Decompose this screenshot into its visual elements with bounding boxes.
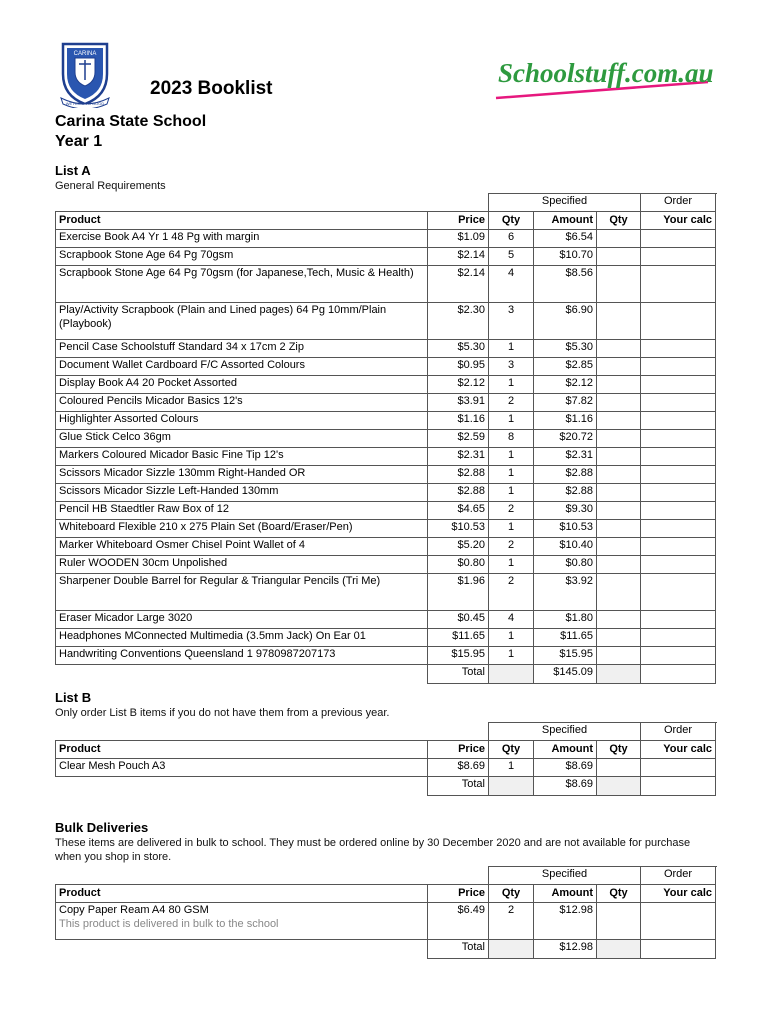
total-row xyxy=(56,777,716,796)
school-year: Year 1 xyxy=(55,133,103,150)
price-cell: $2.30 xyxy=(428,303,489,340)
table-row xyxy=(56,903,716,940)
total-row xyxy=(56,940,716,959)
school-heading xyxy=(55,112,206,152)
table-row xyxy=(56,340,716,358)
your-calc-input[interactable] xyxy=(641,759,716,777)
order-qty-input[interactable] xyxy=(597,484,641,502)
product-name: Sharpener Double Barrel for Regular & Triangular Pencils (Tri Me) xyxy=(59,575,381,587)
price-col-header: Price xyxy=(428,885,489,903)
product-name: Markers Coloured Micador Basic Fine Tip 12's xyxy=(59,449,284,461)
order-qty-input[interactable] xyxy=(597,556,641,574)
product-cell xyxy=(56,502,428,520)
amount-cell: $9.30 xyxy=(534,502,597,520)
your-calc-input[interactable] xyxy=(641,266,716,303)
order-qty-input[interactable] xyxy=(597,629,641,647)
order-qty-input[interactable] xyxy=(597,358,641,376)
price-cell: $4.65 xyxy=(428,502,489,520)
price-cell: $15.95 xyxy=(428,647,489,665)
table-row xyxy=(56,556,716,574)
qty-col-header: Qty xyxy=(489,212,534,230)
product-cell xyxy=(56,430,428,448)
product-name: Whiteboard Flexible 210 x 275 Plain Set (Board/Eraser/Pen) xyxy=(59,521,353,533)
total-amount: $12.98 xyxy=(534,940,597,959)
qty-col-header: Qty xyxy=(489,741,534,759)
total-qty-blank xyxy=(489,665,534,684)
list-a-title: List A xyxy=(55,163,91,178)
total-amount: $145.09 xyxy=(534,665,597,684)
your-calc-input[interactable] xyxy=(641,358,716,376)
your-calc-col-header: Your calc xyxy=(641,212,716,230)
product-cell xyxy=(56,448,428,466)
table-row xyxy=(56,502,716,520)
order-qty-input[interactable] xyxy=(597,466,641,484)
product-name: Exercise Book A4 Yr 1 48 Pg with margin xyxy=(59,231,260,243)
your-calc-input[interactable] xyxy=(641,502,716,520)
order-qty-input[interactable] xyxy=(597,412,641,430)
total-spacer xyxy=(56,777,428,796)
qty-col-header: Qty xyxy=(489,885,534,903)
price-cell: $1.16 xyxy=(428,412,489,430)
your-calc-input[interactable] xyxy=(641,647,716,665)
product-name: Headphones MConnected Multimedia (3.5mm Jack) On Ear 01 xyxy=(59,630,366,642)
your-calc-col-header: Your calc xyxy=(641,885,716,903)
order-qty-input[interactable] xyxy=(597,340,641,358)
group-spacer xyxy=(56,723,489,741)
total-order-qty-blank xyxy=(597,777,641,796)
qty-cell: 4 xyxy=(489,611,534,629)
your-calc-input[interactable] xyxy=(641,303,716,340)
qty-cell: 1 xyxy=(489,629,534,647)
product-cell xyxy=(56,520,428,538)
product-name: Eraser Micador Large 3020 xyxy=(59,612,193,624)
order-header: Order xyxy=(641,867,716,885)
order-qty-input[interactable] xyxy=(597,448,641,466)
price-cell: $2.59 xyxy=(428,430,489,448)
order-qty-input[interactable] xyxy=(597,538,641,556)
your-calc-input[interactable] xyxy=(641,376,716,394)
list-a-section xyxy=(55,163,715,684)
qty-cell: 2 xyxy=(489,574,534,611)
table-row xyxy=(56,759,716,777)
product-cell xyxy=(56,574,428,611)
your-calc-input[interactable] xyxy=(641,230,716,248)
list-a-table xyxy=(55,193,716,684)
product-name: Document Wallet Cardboard F/C Assorted Colours xyxy=(59,359,305,371)
price-cell: $2.14 xyxy=(428,266,489,303)
total-your-calc xyxy=(641,940,716,959)
your-calc-input[interactable] xyxy=(641,538,716,556)
your-calc-input[interactable] xyxy=(641,574,716,611)
qty-cell: 1 xyxy=(489,340,534,358)
order-qty-col-header: Qty xyxy=(597,212,641,230)
group-spacer xyxy=(56,867,489,885)
qty-cell: 1 xyxy=(489,466,534,484)
price-col-header: Price xyxy=(428,741,489,759)
amount-cell: $10.40 xyxy=(534,538,597,556)
amount-cell: $6.54 xyxy=(534,230,597,248)
your-calc-input[interactable] xyxy=(641,484,716,502)
product-cell xyxy=(56,611,428,629)
product-name: Ruler WOODEN 30cm Unpolished xyxy=(59,557,228,569)
order-qty-input[interactable] xyxy=(597,376,641,394)
order-header: Order xyxy=(641,194,716,212)
qty-cell: 1 xyxy=(489,484,534,502)
table-row xyxy=(56,376,716,394)
amount-cell: $0.80 xyxy=(534,556,597,574)
total-qty-blank xyxy=(489,940,534,959)
price-cell: $2.12 xyxy=(428,376,489,394)
qty-cell: 1 xyxy=(489,556,534,574)
table-row xyxy=(56,266,716,303)
bulk-title: Bulk Deliveries xyxy=(55,820,149,835)
product-name: Scissors Micador Sizzle Left-Handed 130mm xyxy=(59,485,279,497)
list-b-table xyxy=(55,722,716,796)
qty-cell: 1 xyxy=(489,520,534,538)
list-b-title: List B xyxy=(55,690,92,705)
product-cell xyxy=(56,230,428,248)
product-name: Scrapbook Stone Age 64 Pg 70gsm (for Japanese,Tech, Music & Health) xyxy=(59,267,414,279)
total-spacer xyxy=(56,665,428,684)
product-cell xyxy=(56,556,428,574)
svg-text:Schoolstuff.com.au: Schoolstuff.com.au xyxy=(498,58,714,88)
your-calc-input[interactable] xyxy=(641,412,716,430)
qty-cell: 3 xyxy=(489,358,534,376)
price-cell: $1.96 xyxy=(428,574,489,611)
qty-cell: 6 xyxy=(489,230,534,248)
amount-col-header: Amount xyxy=(534,741,597,759)
table-row xyxy=(56,358,716,376)
order-qty-input[interactable] xyxy=(597,647,641,665)
price-cell: $1.09 xyxy=(428,230,489,248)
amount-col-header: Amount xyxy=(534,885,597,903)
amount-cell: $12.98 xyxy=(534,903,597,940)
amount-cell: $1.16 xyxy=(534,412,597,430)
table-row xyxy=(56,394,716,412)
total-label: Total xyxy=(428,777,489,796)
total-your-calc xyxy=(641,665,716,684)
product-cell xyxy=(56,466,428,484)
qty-cell: 2 xyxy=(489,394,534,412)
qty-cell: 1 xyxy=(489,647,534,665)
order-qty-input[interactable] xyxy=(597,248,641,266)
table-row xyxy=(56,647,716,665)
list-b-subtitle: Only order List B items if you do not have them from a previous year. xyxy=(55,707,390,719)
amount-cell: $11.65 xyxy=(534,629,597,647)
qty-cell: 3 xyxy=(489,303,534,340)
order-qty-input[interactable] xyxy=(597,266,641,303)
product-cell xyxy=(56,538,428,556)
table-row xyxy=(56,466,716,484)
product-name: Highlighter Assorted Colours xyxy=(59,413,199,425)
table-row xyxy=(56,412,716,430)
qty-cell: 1 xyxy=(489,412,534,430)
school-name: Carina State School xyxy=(55,113,207,130)
product-cell xyxy=(56,340,428,358)
product-name: Marker Whiteboard Osmer Chisel Point Wallet of 4 xyxy=(59,539,305,551)
your-calc-input[interactable] xyxy=(641,520,716,538)
amount-cell: $20.72 xyxy=(534,430,597,448)
amount-cell: $10.53 xyxy=(534,520,597,538)
amount-cell: $2.85 xyxy=(534,358,597,376)
your-calc-input[interactable] xyxy=(641,394,716,412)
specified-header: Specified xyxy=(489,867,641,885)
table-row xyxy=(56,538,716,556)
qty-cell: 1 xyxy=(489,759,534,777)
price-cell: $2.88 xyxy=(428,484,489,502)
table-row xyxy=(56,448,716,466)
product-note: This product is delivered in bulk to the school xyxy=(59,918,279,930)
product-name: Glue Stick Celco 36gm xyxy=(59,431,171,443)
qty-cell: 1 xyxy=(489,376,534,394)
qty-cell: 1 xyxy=(489,448,534,466)
amount-col-header: Amount xyxy=(534,212,597,230)
qty-cell: 4 xyxy=(489,266,534,303)
product-cell xyxy=(56,376,428,394)
amount-cell: $2.31 xyxy=(534,448,597,466)
school-crest-logo xyxy=(57,38,113,108)
price-cell: $8.69 xyxy=(428,759,489,777)
product-name: Clear Mesh Pouch A3 xyxy=(59,760,166,772)
price-col-header: Price xyxy=(428,212,489,230)
group-spacer xyxy=(56,194,489,212)
list-a-subtitle: General Requirements xyxy=(55,180,166,192)
price-cell: $0.95 xyxy=(428,358,489,376)
your-calc-input[interactable] xyxy=(641,430,716,448)
total-label: Total xyxy=(428,665,489,684)
product-name: Scrapbook Stone Age 64 Pg 70gsm xyxy=(59,249,234,261)
qty-cell: 8 xyxy=(489,430,534,448)
total-your-calc xyxy=(641,777,716,796)
order-header: Order xyxy=(641,723,716,741)
your-calc-input[interactable] xyxy=(641,448,716,466)
price-cell: $6.49 xyxy=(428,903,489,940)
price-cell: $3.91 xyxy=(428,394,489,412)
product-name: Copy Paper Ream A4 80 GSM xyxy=(59,904,209,916)
table-row xyxy=(56,230,716,248)
product-cell xyxy=(56,484,428,502)
amount-cell: $6.90 xyxy=(534,303,597,340)
product-col-header: Product xyxy=(56,741,428,759)
total-order-qty-blank xyxy=(597,940,641,959)
amount-cell: $10.70 xyxy=(534,248,597,266)
price-cell: $11.65 xyxy=(428,629,489,647)
specified-header: Specified xyxy=(489,723,641,741)
product-cell xyxy=(56,412,428,430)
product-cell xyxy=(56,759,428,777)
amount-cell: $5.30 xyxy=(534,340,597,358)
amount-cell: $2.12 xyxy=(534,376,597,394)
svg-text:CARINA: CARINA xyxy=(73,51,97,57)
product-name: Scissors Micador Sizzle 130mm Right-Handed OR xyxy=(59,467,306,479)
product-name: Play/Activity Scrapbook (Plain and Lined pages) 64 Pg 10mm/Plain (Playbook) xyxy=(59,304,387,330)
page-title: 2023 Booklist xyxy=(150,78,273,99)
price-cell: $10.53 xyxy=(428,520,489,538)
order-qty-input[interactable] xyxy=(597,520,641,538)
product-cell xyxy=(56,266,428,303)
product-col-header: Product xyxy=(56,212,428,230)
table-row xyxy=(56,629,716,647)
bulk-subtitle: These items are delivered in bulk to school. They must be ordered online by 30 December 2020 and are not available for purchase when you shop in store. xyxy=(55,837,691,863)
order-qty-col-header: Qty xyxy=(597,741,641,759)
product-name: Handwriting Conventions Queensland 1 9780987207173 xyxy=(59,648,336,660)
amount-cell: $1.80 xyxy=(534,611,597,629)
total-spacer xyxy=(56,940,428,959)
list-b-section xyxy=(55,690,715,796)
order-qty-input[interactable] xyxy=(597,759,641,777)
your-calc-input[interactable] xyxy=(641,903,716,940)
product-name: Pencil Case Schoolstuff Standard 34 x 17cm 2 Zip xyxy=(59,341,304,353)
amount-cell: $8.56 xyxy=(534,266,597,303)
your-calc-input[interactable] xyxy=(641,611,716,629)
order-qty-input[interactable] xyxy=(597,611,641,629)
order-qty-input[interactable] xyxy=(597,502,641,520)
table-row xyxy=(56,574,716,611)
total-order-qty-blank xyxy=(597,665,641,684)
price-cell: $0.45 xyxy=(428,611,489,629)
product-name: Pencil HB Staedtler Raw Box of 12 xyxy=(59,503,229,515)
specified-header: Specified xyxy=(489,194,641,212)
product-cell xyxy=(56,303,428,340)
amount-cell: $2.88 xyxy=(534,466,597,484)
product-cell xyxy=(56,903,428,940)
amount-cell: $7.82 xyxy=(534,394,597,412)
order-qty-col-header: Qty xyxy=(597,885,641,903)
product-cell xyxy=(56,394,428,412)
qty-cell: 5 xyxy=(489,248,534,266)
price-cell: $5.30 xyxy=(428,340,489,358)
amount-cell: $3.92 xyxy=(534,574,597,611)
qty-cell: 2 xyxy=(489,903,534,940)
amount-cell: $15.95 xyxy=(534,647,597,665)
price-cell: $2.14 xyxy=(428,248,489,266)
your-calc-input[interactable] xyxy=(641,340,716,358)
price-cell: $2.31 xyxy=(428,448,489,466)
price-cell: $5.20 xyxy=(428,538,489,556)
order-qty-input[interactable] xyxy=(597,574,641,611)
order-qty-input[interactable] xyxy=(597,303,641,340)
order-qty-input[interactable] xyxy=(597,230,641,248)
order-qty-input[interactable] xyxy=(597,903,641,940)
your-calc-input[interactable] xyxy=(641,466,716,484)
product-name: Display Book A4 20 Pocket Assorted xyxy=(59,377,237,389)
table-row xyxy=(56,248,716,266)
schoolstuff-logo xyxy=(492,46,714,106)
total-label: Total xyxy=(428,940,489,959)
amount-cell: $2.88 xyxy=(534,484,597,502)
svg-text:WE HOLD TO GOOD: WE HOLD TO GOOD xyxy=(65,101,105,106)
table-row xyxy=(56,430,716,448)
total-amount: $8.69 xyxy=(534,777,597,796)
bulk-table xyxy=(55,866,716,959)
table-row xyxy=(56,520,716,538)
product-cell xyxy=(56,248,428,266)
qty-cell: 2 xyxy=(489,502,534,520)
product-name: Coloured Pencils Micador Basics 12's xyxy=(59,395,243,407)
amount-cell: $8.69 xyxy=(534,759,597,777)
your-calc-input[interactable] xyxy=(641,556,716,574)
product-col-header: Product xyxy=(56,885,428,903)
table-row xyxy=(56,611,716,629)
qty-cell: 2 xyxy=(489,538,534,556)
price-cell: $2.88 xyxy=(428,466,489,484)
product-cell xyxy=(56,358,428,376)
your-calc-input[interactable] xyxy=(641,248,716,266)
product-cell xyxy=(56,647,428,665)
product-cell xyxy=(56,629,428,647)
table-row xyxy=(56,303,716,340)
order-qty-input[interactable] xyxy=(597,394,641,412)
price-cell: $0.80 xyxy=(428,556,489,574)
total-qty-blank xyxy=(489,777,534,796)
your-calc-col-header: Your calc xyxy=(641,741,716,759)
your-calc-input[interactable] xyxy=(641,629,716,647)
table-row xyxy=(56,484,716,502)
total-row xyxy=(56,665,716,684)
order-qty-input[interactable] xyxy=(597,430,641,448)
bulk-section xyxy=(55,820,715,959)
